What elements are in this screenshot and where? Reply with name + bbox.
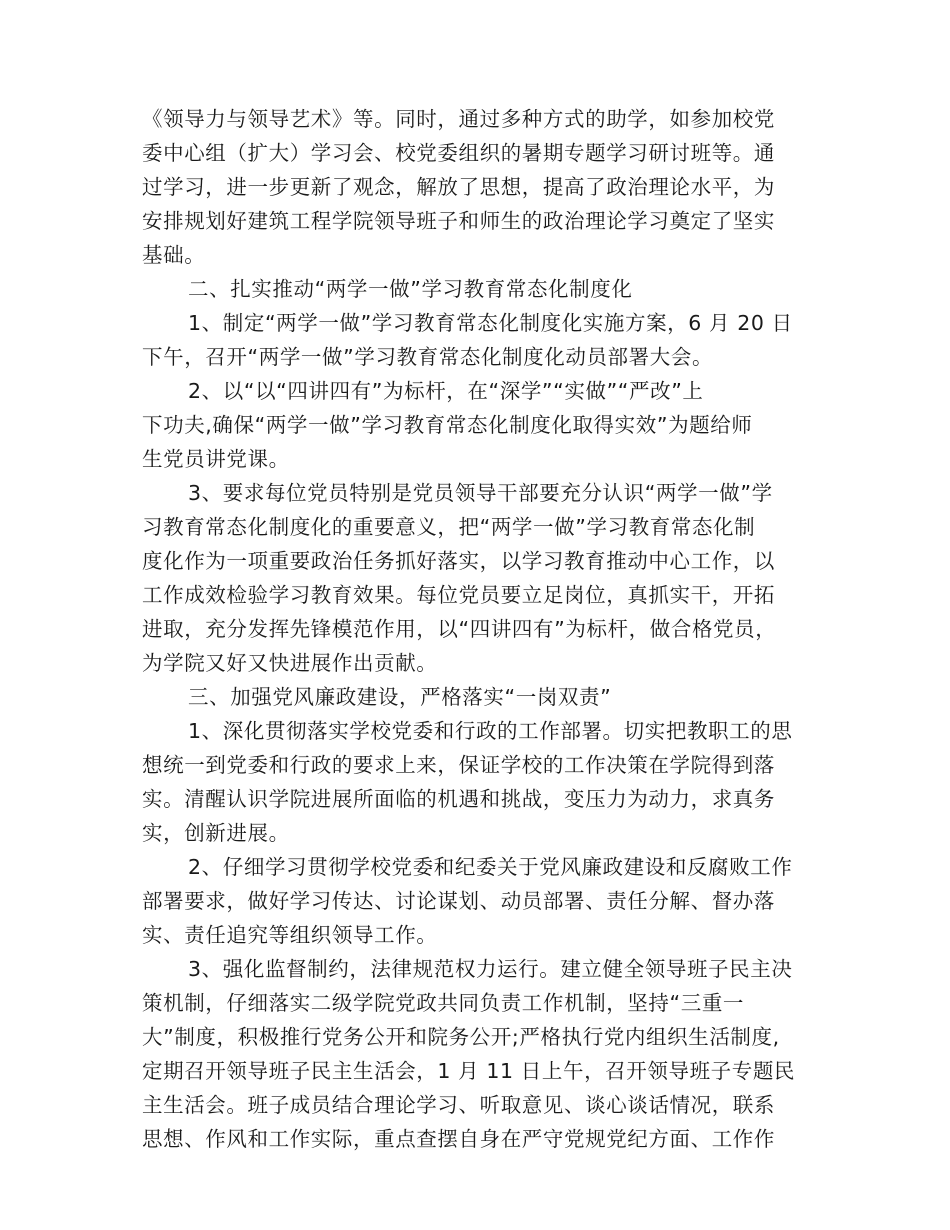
text-line: 2、以“以“四讲四有”为标杆，在“深学”“实做”“严改”上	[188, 379, 704, 403]
text-line: 策机制，仔细落实二级学院党政共同负责工作机制，坚持“三重一	[142, 991, 745, 1015]
section-heading: 三、加强党风廉政建设，严格落实“一岗双责”	[188, 685, 612, 709]
text-line: 实，创新进展。	[142, 821, 290, 845]
text-line: 实。清醒认识学院进展所面临的机遇和挑战，变压力为动力，求真务	[142, 787, 775, 811]
text-line: 度化作为一项重要政治任务抓好落实，以学习教育推动中心工作，以	[142, 549, 775, 573]
text-line: 思想、作风和工作实际，重点查摆自身在严守党规党纪方面、工作作	[142, 1127, 775, 1151]
text-line: 过学习，进一步更新了观念，解放了思想，提高了政治理论水平，为	[142, 175, 775, 199]
text-line: 1、深化贯彻落实学校党委和行政的工作部署。切实把教职工的思	[188, 719, 793, 743]
text-line: 工作成效检验学习教育效果。每位党员要立足岗位，真抓实干，开拓	[142, 583, 775, 607]
text-line: 下午，召开“两学一做”学习教育常态化制度化动员部署大会。	[142, 345, 714, 369]
text-line: 实、责任追究等组织领导工作。	[142, 923, 438, 947]
text-line: 定期召开领导班子民主生活会，1 月 11 日上午，召开领导班子专题民	[142, 1059, 796, 1083]
text-line: 习教育常态化制度化的重要意义，把“两学一做”学习教育常态化制	[142, 515, 756, 539]
text-line: 《领导力与领导艺术》等。同时，通过多种方式的助学，如参加校党	[142, 107, 775, 131]
text-line: 想统一到党委和行政的要求上来，保证学校的工作决策在学院得到落	[142, 753, 775, 777]
text-line: 1、制定“两学一做”学习教育常态化制度化实施方案，6 月 20 日	[188, 311, 793, 335]
text-line: 部署要求，做好学习传达、讨论谋划、动员部署、责任分解、督办落	[142, 889, 775, 913]
text-line: 2、仔细学习贯彻学校党委和纪委关于党风廉政建设和反腐败工作	[188, 855, 793, 879]
text-line: 为学院又好又快进展作出贡献。	[142, 651, 438, 675]
text-line: 进取，充分发挥先锋模范作用，以“四讲四有”为标杆，做合格党员，	[142, 617, 777, 641]
text-line: 3、强化监督制约，法律规范权力运行。建立健全领导班子民主决	[188, 957, 793, 981]
text-line: 生党员讲党课。	[142, 447, 290, 471]
text-line: 下功夫,确保“两学一做”学习教育常态化制度化取得实效”为题给师	[142, 413, 753, 437]
text-line: 安排规划好建筑工程学院领导班子和师生的政治理论学习奠定了坚实	[142, 209, 775, 233]
text-line: 基础。	[142, 243, 206, 267]
text-line: 大”制度，积极推行党务公开和院务公开;严格执行党内组织生活制度,	[142, 1025, 780, 1049]
text-line: 主生活会。班子成员结合理论学习、听取意见、谈心谈话情况，联系	[142, 1093, 775, 1117]
section-heading: 二、扎实推动“两学一做”学习教育常态化制度化	[188, 277, 633, 301]
text-line: 3、要求每位党员特别是党员领导干部要充分认识“两学一做”学	[188, 481, 773, 505]
text-line: 委中心组（扩大）学习会、校党委组织的暑期专题学习研讨班等。通	[142, 141, 775, 165]
